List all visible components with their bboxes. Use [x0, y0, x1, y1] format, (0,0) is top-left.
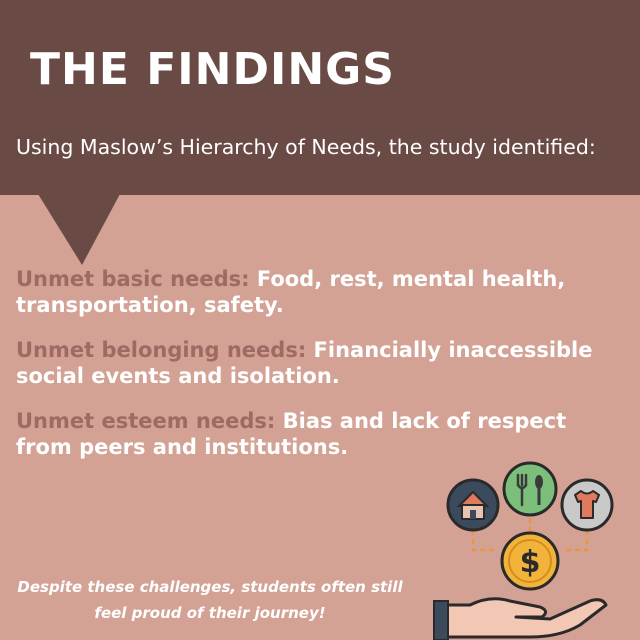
finding-label: Unmet esteem needs: — [16, 409, 276, 433]
finding-text: Bias and lack of respect from peers and institutions. — [16, 409, 567, 459]
svg-text:$: $ — [519, 545, 541, 580]
finding-text: Food, rest, mental health, transportation, safety. — [16, 267, 566, 317]
page-subtitle: Using Maslow’s Hierarchy of Needs, the study identified: — [16, 135, 596, 159]
closing-caption: Despite these challenges, students often still feel proud of their journey! — [17, 578, 403, 622]
needs-illustration — [430, 455, 640, 640]
finding-text: Financially inaccessible social events and isolation. — [16, 338, 593, 388]
dollar-coin-icon — [502, 533, 558, 589]
findings-list — [16, 266, 628, 479]
fork-knife-icon — [504, 463, 556, 515]
finding-label: Unmet basic needs: — [16, 267, 250, 291]
finding-basic-needs — [16, 266, 628, 318]
finding-belonging-needs — [16, 337, 628, 389]
tshirt-icon — [562, 480, 612, 530]
open-hand-icon — [434, 599, 606, 640]
house-icon — [448, 480, 498, 530]
finding-esteem-needs — [16, 408, 628, 460]
page-title: THE FINDINGS — [30, 44, 395, 95]
finding-label: Unmet belonging needs: — [16, 338, 307, 362]
